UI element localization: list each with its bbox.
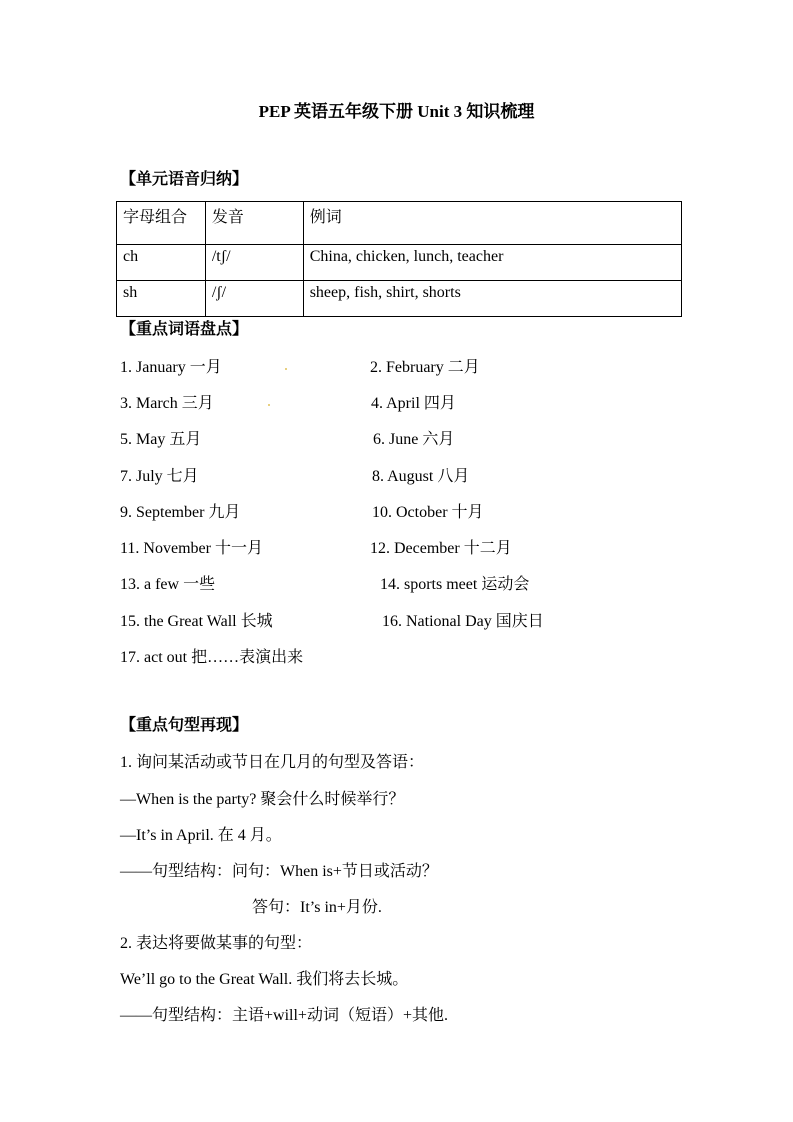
vocab-item: 9. September 九月 xyxy=(120,504,241,521)
decorative-dot xyxy=(268,404,270,406)
table-cell: /tʃ/ xyxy=(205,245,303,281)
table-row xyxy=(117,281,682,317)
sentence-line: —When is the party? 聚会什么时候举行？ xyxy=(120,791,405,808)
phonics-table xyxy=(116,201,682,317)
table-header-cell: 字母组合 xyxy=(117,202,206,245)
sentence-heading: 2. 表达将要做某事的句型： xyxy=(120,935,313,952)
vocab-item: 6. June 六月 xyxy=(373,431,455,448)
table-cell: sh xyxy=(117,281,206,317)
table-cell: ch xyxy=(117,245,206,281)
section-title-vocab: 【重点词语盘点】 xyxy=(120,321,249,338)
table-cell: sheep, fish, shirt, shorts xyxy=(303,281,681,317)
sentence-structure: 答句：It’s in+月份. xyxy=(252,899,382,916)
vocab-item: 14. sports meet 运动会 xyxy=(380,576,530,593)
table-header-row xyxy=(117,202,682,245)
vocab-item: 3. March 三月 xyxy=(120,395,214,412)
sentence-line: —It’s in April. 在 4 月。 xyxy=(120,827,282,844)
decorative-dot xyxy=(285,368,287,370)
vocab-item: 5. May 五月 xyxy=(120,431,202,448)
vocab-item: 11. November 十一月 xyxy=(120,540,263,557)
sentence-line: We’ll go to the Great Wall. 我们将去长城。 xyxy=(120,971,409,988)
table-header-cell: 例词 xyxy=(303,202,681,245)
vocab-item: 7. July 七月 xyxy=(120,468,199,485)
page-title: PEP 英语五年级下册 Unit 3 知识梳理 xyxy=(258,102,535,121)
sentence-structure: ——句型结构：问句：When is+节日或活动？ xyxy=(120,863,438,880)
vocab-item: 2. February 二月 xyxy=(370,359,480,376)
vocab-item: 4. April 四月 xyxy=(371,395,456,412)
vocab-item: 13. a few 一些 xyxy=(120,576,216,593)
vocab-item: 16. National Day 国庆日 xyxy=(382,613,544,630)
section-title-phonics: 【单元语音归纳】 xyxy=(120,171,249,188)
vocab-item: 15. the Great Wall 长城 xyxy=(120,613,273,630)
vocab-item: 1. January 一月 xyxy=(120,359,222,376)
table-cell: China, chicken, lunch, teacher xyxy=(303,245,681,281)
table-cell: /ʃ/ xyxy=(205,281,303,317)
section-title-sentences: 【重点句型再现】 xyxy=(120,717,249,734)
vocab-item: 8. August 八月 xyxy=(372,468,470,485)
vocab-item: 12. December 十二月 xyxy=(370,540,512,557)
sentence-heading: 1. 询问某活动或节日在几月的句型及答语： xyxy=(120,754,425,771)
table-row xyxy=(117,245,682,281)
table-header-cell: 发音 xyxy=(205,202,303,245)
vocab-item: 10. October 十月 xyxy=(372,504,484,521)
vocab-item: 17. act out 把……表演出来 xyxy=(120,649,304,666)
sentence-structure: ——句型结构：主语+will+动词（短语）+其他. xyxy=(120,1007,448,1024)
